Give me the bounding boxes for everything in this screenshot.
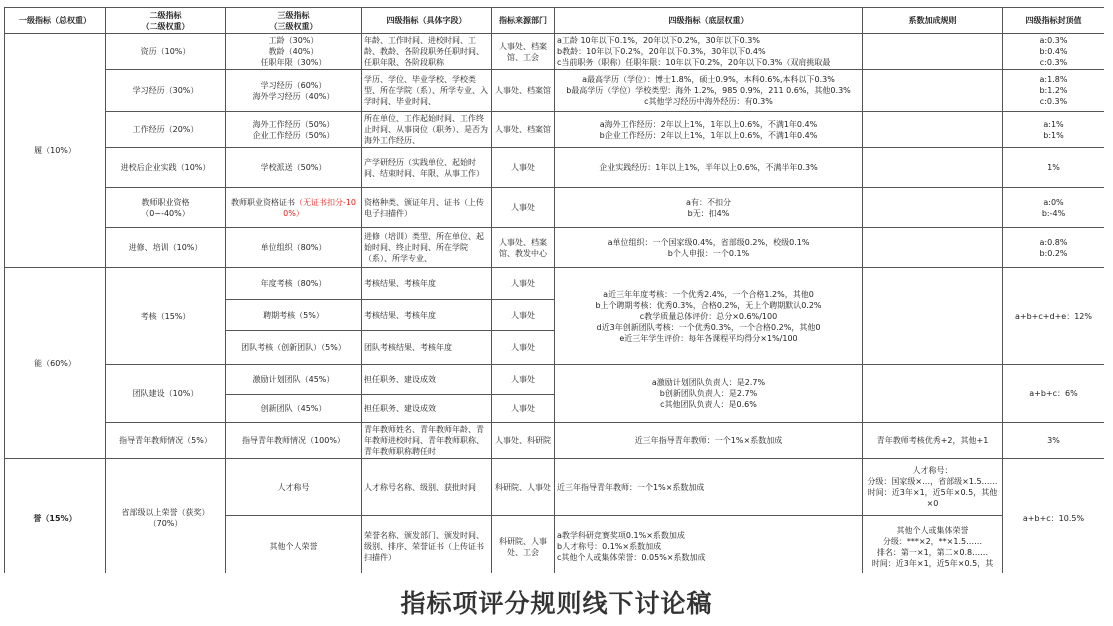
rule-cell: 其他个人或集体荣誉 分级：***×2，**×1.5…… 排名：第一×1，第二×0.8…… 时间：近3年×1，近5年×0.5，其 — [863, 516, 1003, 574]
rule-cell: 青年教师考核优秀+2，其他+1 — [863, 423, 1003, 459]
level4-cell: 青年教师姓名、青年教师年龄、青年教师进校时间、青年教师职称、青年教师职称聘任时 — [364, 425, 484, 456]
level1-lv: 履（10%） — [5, 34, 106, 268]
level4-cell: 考核结果、考核年度 — [362, 268, 492, 300]
table-row — [5, 365, 1105, 395]
level4-cell: 产学研经历（实践单位、起始时间、结束时间、年限、从事工作） — [362, 148, 492, 188]
cap-cell: a:0.3% b:0.4% c:0.3% — [1039, 36, 1068, 67]
header-row — [5, 8, 1105, 34]
level3-cell: 人才称号 — [226, 459, 362, 516]
weight-cell: 企业实践经历：1年以上1%，半年以上0.6%，不满半年0.3% — [555, 148, 863, 188]
rule-cell — [863, 148, 1003, 188]
rule-cell — [863, 228, 1003, 268]
rule-cell — [863, 112, 1003, 148]
weight-cell: 近三年指导青年教师：一个1%×系数加成 — [555, 423, 863, 459]
source-cell: 人事处、档案馆、教发中心 — [492, 228, 555, 268]
cap-cell: 1% — [1003, 148, 1105, 188]
level4-cell: 资格种类、颁证年月、证书（上传电子扫描件） — [362, 188, 492, 228]
level4-cell: 人才称号名称、级别、获批时间 — [362, 459, 492, 516]
level2-cell: 指导青年教师情况（5%） — [106, 423, 226, 459]
weight-cell: a激励计划团队负责人：是2.7% b创新团队负责人：是2.7% c其他团队负责人：是0.6% — [555, 365, 863, 423]
level3-cell: 海外工作经历（50%） 企业工作经历（50%） — [226, 112, 362, 148]
rule-cell — [863, 188, 1003, 228]
index-table-sheet — [4, 7, 1104, 573]
weight-cell: a教学科研竞赛奖项0.1%×系数加成 b人才称号：0.1%×系数加成 c其他个人或集体荣誉：0.05%×系数加成 — [555, 516, 863, 574]
level3-cell: 聘期考核（5%） — [226, 300, 362, 331]
table-row — [5, 188, 1105, 228]
source-cell: 人事处、档案馆 — [492, 112, 555, 148]
table-row — [5, 423, 1105, 459]
level2-cell: 考核（15%） — [106, 268, 226, 365]
level2-cell: 学习经历（30%） — [106, 70, 226, 112]
level3-cell: 工龄（30%） 教龄（40%） 任职年限（30%） — [260, 36, 327, 67]
level4-cell: 进修（培训）类型、所在单位、起始时间、终止时间、所在学院（系）、所学专业、 — [364, 232, 484, 263]
level3-cell — [226, 188, 362, 228]
table-row — [5, 34, 1105, 70]
cap-cell: a:0% b:-4% — [1003, 188, 1105, 228]
level2-cell: 教师职业资格 （0~-40%） — [106, 188, 226, 228]
level2-cell: 资历（10%） — [106, 34, 226, 70]
level4-cell: 荣誉名称、颁发部门、颁发时间、级别、排序、荣誉证书（上传证书扫描件） — [362, 516, 492, 574]
level2-cell: 进校后企业实践（10%） — [106, 148, 226, 188]
cap-cell: a+b+c：6% — [1003, 365, 1105, 423]
page-caption: 指标项评分规则线下讨论稿 — [400, 589, 713, 618]
level4-cell: 所在单位、工作起始时间、工作终止时间、从事岗位（职务）、是否为海外工作经历、 — [364, 114, 488, 145]
source-cell: 人事处 — [492, 395, 555, 423]
level1-yu: 誉（15%） — [5, 459, 106, 574]
header-cap: 四级指标封顶值 — [1003, 8, 1105, 34]
weight-cell: a单位组织：一个国家级0.4%，省部级0.2%，校级0.1% b个人申报：一个0.1% — [555, 228, 863, 268]
level3-cell: 其他个人荣誉 — [226, 516, 362, 574]
level3-cell: 年度考核（80%） — [226, 268, 362, 300]
level4-cell: 担任职务、建设成效 — [362, 365, 492, 395]
table-row — [5, 459, 1105, 516]
table-row — [5, 268, 1105, 300]
level3-penalty-note: （无证书扣分-100%） — [283, 197, 357, 218]
source-cell: 人事处、档案馆 — [492, 70, 555, 112]
cap-cell: a+b+c+d+e：12% — [1003, 268, 1105, 365]
level4-cell: 团队考核结果、考核年度 — [362, 331, 492, 365]
level3-cell: 团队考核（创新团队）（5%） — [226, 331, 362, 365]
weight-cell: a有：不扣分 b无：扣4% — [555, 188, 863, 228]
level3-cell: 单位组织（80%） — [226, 228, 362, 268]
level3-text: 教师职业资格证书 — [230, 197, 295, 207]
header-level1: 一级指标（总权重） — [5, 8, 106, 34]
index-table — [4, 7, 1104, 573]
table-row — [5, 228, 1105, 268]
level2-cell: 省部级以上荣誉（获奖） （70%） — [106, 459, 226, 574]
level4-cell: 学历、学位、毕业学校、学校类型、所在学院（系）、所学专业、入学时间、毕业时间、 — [364, 75, 488, 106]
cap-cell: a:1% b:1% — [1003, 112, 1105, 148]
level3-cell: 学习经历（60%） 海外学习经历（40%） — [226, 70, 362, 112]
rule-cell — [863, 70, 1003, 112]
level3-cell: 学校派送（50%） — [226, 148, 362, 188]
header-source-dept: 指标来源部门 — [492, 8, 555, 34]
weight-cell: a海外工作经历：2年以上1%，1年以上0.6%，不满1年0.4% b企业工作经历：2年以上1%，1年以上0.6%，不满1年0.4% — [555, 112, 863, 148]
level4-cell: 考核结果、考核年度 — [362, 300, 492, 331]
header-level4-weight: 四级指标（底层权重） — [555, 8, 863, 34]
source-cell: 人事处 — [492, 300, 555, 331]
table-row — [5, 112, 1105, 148]
rule-cell — [863, 268, 1003, 365]
level3-cell: 指导青年教师情况（100%） — [226, 423, 362, 459]
level4-cell: 年龄、工作时间、进校时间、工龄、教龄、各阶段职务任职时间、任职年限、各阶段职称 — [364, 36, 484, 67]
table-row — [5, 148, 1105, 188]
weight-cell: a工龄 10年以下0.1%，20年以下0.2%，30年以下0.3% b教龄：10年以下0.2%，20年以下0.3%，30年以下0.4% c当前职务（职称）任职年限：10年以下0.2%，20年以下0.3%（双肩挑取最 — [557, 36, 831, 67]
header-level3: 三级指标 （三级权重） — [226, 8, 362, 34]
level2-cell: 工作经历（20%） — [106, 112, 226, 148]
source-cell: 人事处 — [492, 365, 555, 395]
source-cell: 人事处 — [492, 148, 555, 188]
table-row — [5, 70, 1105, 112]
source-cell: 科研院、人事处、工会 — [492, 516, 555, 574]
header-level2: 二级指标 （二级权重） — [106, 8, 226, 34]
cap-cell: a:1.8% b:1.2% c:0.3% — [1003, 70, 1105, 112]
header-bonus-rule: 系数加成规则 — [863, 8, 1003, 34]
source-cell: 人事处 — [492, 188, 555, 228]
cap-cell: a:0.8% b:0.2% — [1003, 228, 1105, 268]
cap-cell: 3% — [1003, 423, 1105, 459]
source-cell: 人事处、科研院 — [492, 423, 555, 459]
level1-neng: 能（60%） — [5, 268, 106, 459]
level2-cell: 进修、培训（10%） — [106, 228, 226, 268]
source-cell: 科研院、人事处 — [492, 459, 555, 516]
weight-cell: 近三年指导青年教师：一个1%×系数加成 — [555, 459, 863, 516]
rule-cell — [863, 365, 1003, 423]
source-cell: 人事处 — [492, 331, 555, 365]
weight-cell: a近三年年度考核：一个优秀2.4%，一个合格1.2%，其他0 b上个聘期考核：优秀0.3%，合格0.2%，无上个聘期默认0.2% c教学质量总体评价：总分×0.6%/100 d近3年创新团队考核：一个优秀0.3%，一个合格0.2%，其他0 e近三年学生评价：每年各课程平均得分×1%/100 — [555, 268, 863, 365]
weight-cell: a最高学历（学位）：博士1.8%，硕士0.9%，本科0.6%,本科以下0.3% b最高学历（学位）学校类型：海外 1.2%，985 0.9%，211 0.6%，其他0.3% c其他学习经历中海外经历：有0.3% — [555, 70, 863, 112]
rule-cell: 人才称号： 分级：国家级×…，省部级×1.5…… 时间：近3年×1，近5年×0.5，其他×0 — [863, 459, 1003, 516]
source-cell: 人事处、档案馆、工会 — [492, 34, 555, 70]
level2-cell: 团队建设（10%） — [106, 365, 226, 423]
level3-cell: 激励计划团队（45%） — [226, 365, 362, 395]
cap-cell: a+b+c：10.5% — [1003, 459, 1105, 574]
header-level4: 四级指标（具体字段） — [362, 8, 492, 34]
level4-cell: 担任职务、建设成效 — [362, 395, 492, 423]
level3-cell: 创新团队（45%） — [226, 395, 362, 423]
rule-cell — [863, 34, 1003, 70]
source-cell: 人事处 — [492, 268, 555, 300]
